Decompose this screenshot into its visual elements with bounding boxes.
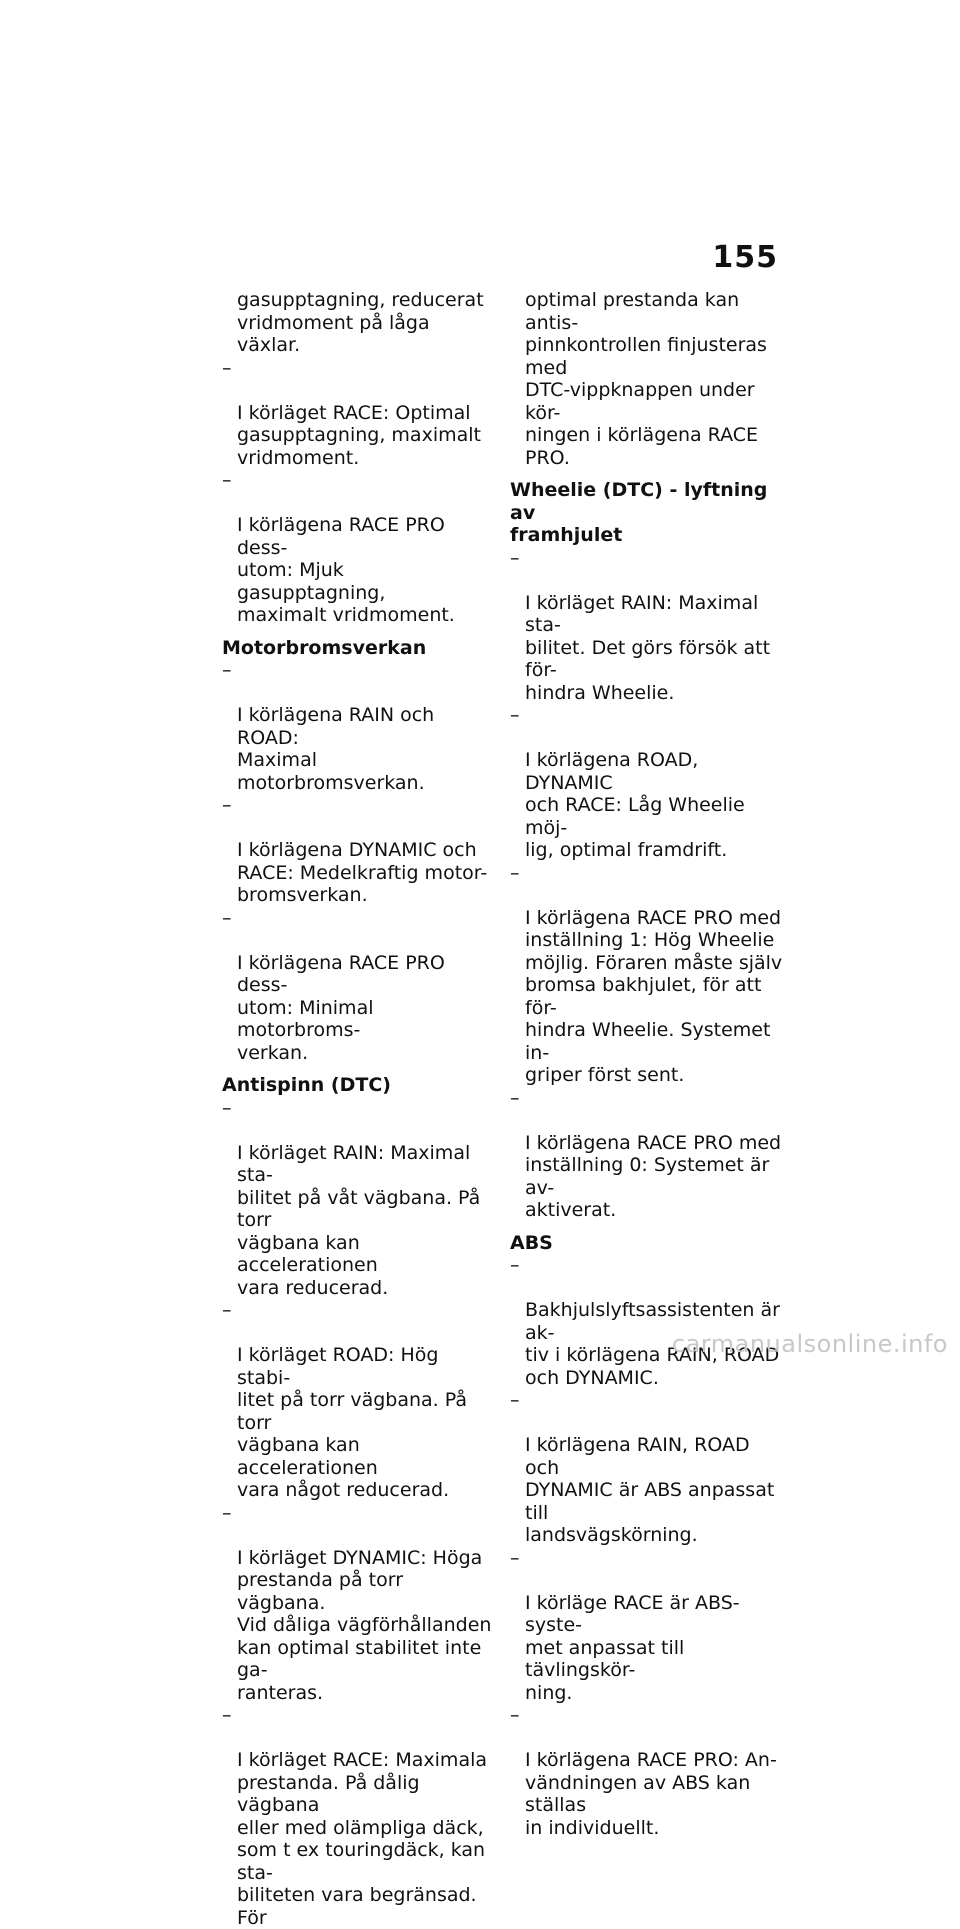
list-item-text: I körlägena RACE PRO: An- vändningen av ABS kan ställas in individuellt. [525,1749,777,1839]
list-item [510,1389,785,1547]
list-item-text: I körläget RAIN: Maximal sta- bilitet på våt vägbana. På torr vägbana kan accelerationen vara reducerad. [237,1141,481,1299]
dash-bullet: – [510,1254,520,1276]
list-item-text: I körlägena ROAD, DYNAMIC och RACE: Låg Wheelie möj- lig, optimal framdrift. [525,749,745,861]
list-item [222,1704,494,1929]
list-item-text: I körläget DYNAMIC: Höga prestanda på torr vägbana. Vid dåliga vägförhållanden kan optimal stabilitet inte ga- ranteras. [237,1546,492,1704]
section-heading: ABS [510,1231,553,1254]
dash-bullet: – [510,1546,520,1569]
list-item-text: I körläge RACE är ABS-syste- met anpassat till tävlingskör- ning. [525,1591,740,1704]
dash-bullet: – [222,1704,232,1726]
list-item [510,862,785,1087]
section-heading: Motorbromsverkan [222,636,427,659]
list-item [222,1299,494,1502]
list-item-text: I körläget RACE: Optimal gasupptagning, maximalt vridmoment. [237,401,481,469]
dash-bullet: – [510,1704,520,1726]
dash-bullet: – [222,794,232,816]
page-number: 155 [712,240,778,275]
right-column [510,289,785,1839]
list-item [510,547,785,705]
list-item [222,659,494,794]
section-heading: Antispinn (DTC) [222,1074,391,1096]
list-item-text: I körlägena RACE PRO med inställning 0: Systemet är av- aktiverat. [525,1131,782,1221]
section-motorbromsverkan [222,637,494,1065]
dash-bullet: – [222,356,232,379]
list-item [510,1087,785,1222]
list-item [222,907,494,1065]
dash-bullet: – [222,1501,232,1524]
list-item-text: I körlägena RACE PRO dess- utom: Minimal motorbroms- verkan. [237,951,445,1064]
list-item-text: Bakhjulslyftsassistenten är ak- tiv i körlägena RAIN, ROAD och DYNAMIC. [525,1299,780,1389]
left-column [222,289,494,1929]
dash-bullet: – [510,704,520,726]
dash-bullet: – [510,861,520,884]
dash-bullet: – [222,469,232,491]
dash-bullet: – [510,1086,520,1109]
dash-bullet: – [222,906,232,929]
list-item [510,1547,785,1705]
list-item-text: I körlägena RACE PRO med inställning 1: Hög Wheelie möjlig. Föraren måste själv bromsa bakhjulet, för att för- hindra Wheelie. Systemet in- griper först sent. [525,906,783,1086]
list-item-text: I körlägena RAIN och ROAD: Maximal motorbromsverkan. [237,704,435,794]
list-item-text: I körläget RACE: Maximala prestanda. På dålig vägbana eller med olämpliga däck, som t ex touringdäck, kan sta- biliteten vara begränsad. För [237,1749,488,1929]
section-antispinn [222,1074,494,1929]
list-item-text: I körlägena RAIN, ROAD och DYNAMIC är ABS anpassat till landsvägskörning. [525,1434,775,1546]
list-item-text: I körläget ROAD: Hög stabi- litet på torr vägbana. På torr vägbana kan accelerationen vara något reducerad. [237,1344,467,1501]
dash-bullet: – [222,1299,232,1321]
list-item [510,1254,785,1389]
section-wheelie [510,479,785,1222]
list-item-text: I körlägena DYNAMIC och RACE: Medelkraftig motor- bromsverkan. [237,839,488,906]
section-heading: Wheelie (DTC) - lyftning av framhjulet [510,479,768,546]
dash-bullet: – [222,1096,232,1119]
list-item-text: I körläget RAIN: Maximal sta- bilitet. Det görs försök att för- hindra Wheelie. [525,591,771,704]
list-item [510,704,785,862]
list-item [222,1097,494,1300]
watermark: carmanualsonline.info [671,1330,948,1358]
list-item [510,1704,785,1839]
section-abs [510,1232,785,1840]
list-item [222,469,494,627]
right-continuation-text: optimal prestanda kan antis- pinnkontrollen finjusteras med DTC-vippknappen under kör- ningen i körlägena RACE PRO. [525,289,767,469]
dash-bullet: – [510,546,520,569]
dash-bullet: – [510,1389,520,1411]
list-item [222,357,494,470]
list-item [222,1502,494,1705]
list-item [222,794,494,907]
dash-bullet: – [222,659,232,681]
list-item-text: I körlägena RACE PRO dess- utom: Mjuk gasupptagning, maximalt vridmoment. [237,514,455,626]
left-continuation-text: gasupptagning, reducerat vridmoment på låga växlar. [237,289,484,356]
